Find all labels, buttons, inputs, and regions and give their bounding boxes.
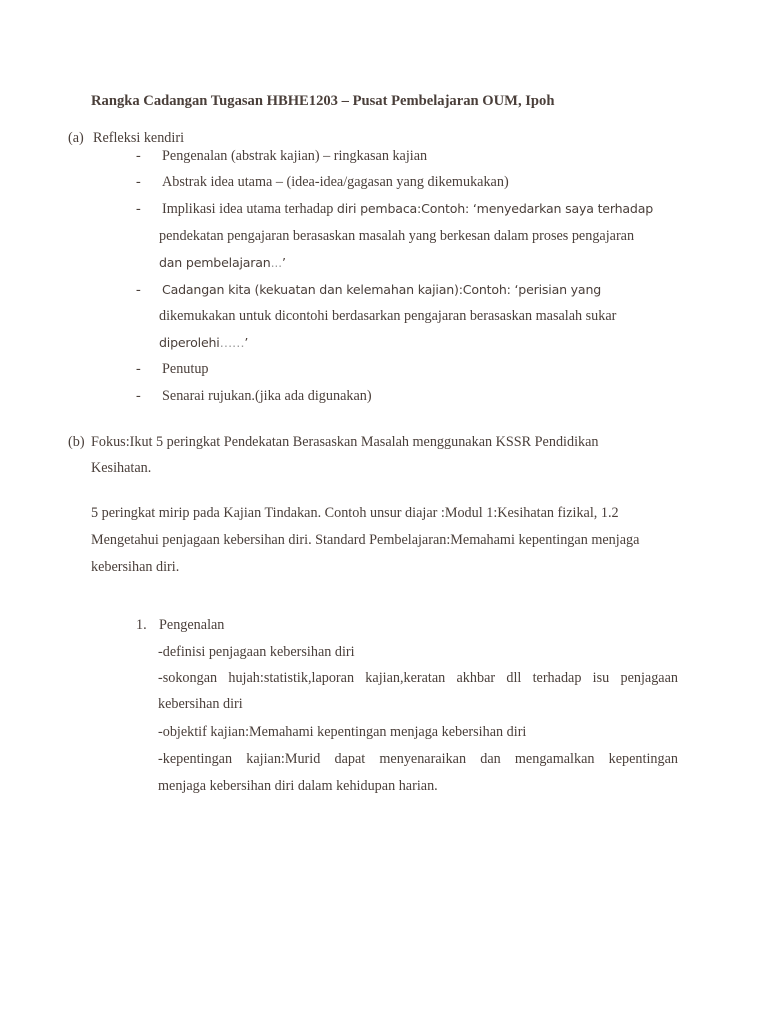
numbered-item-number: 1. bbox=[136, 617, 147, 633]
list-item-continuation bbox=[159, 250, 286, 277]
numbered-item-line: -definisi penjagaan kebersihan diri bbox=[158, 644, 355, 660]
closing-quote: ’ bbox=[244, 335, 249, 350]
document-title: Rangka Cadangan Tugasan HBHE1203 – Pusat Pembelajaran OUM, Ipoh bbox=[91, 93, 555, 109]
list-item-text: Implikasi idea utama terhadap bbox=[162, 201, 337, 217]
list-item-continuation: pendekatan pengajaran berasaskan masalah yang berkesan dalam proses pengajaran bbox=[159, 228, 635, 244]
list-item: Pengenalan (abstrak kajian) – ringkasan kajian bbox=[162, 148, 428, 164]
bullet-dash: - bbox=[136, 282, 141, 298]
section-a-marker: (a) bbox=[68, 130, 84, 146]
numbered-item-line: -kepentingan kajian:Murid dapat menyenaraikan dan mengamalkan kepentingan bbox=[158, 751, 678, 767]
list-item-text-sans: diri pembaca:Contoh: ‘menyedarkan saya terhadap bbox=[336, 201, 654, 216]
bullet-dash: - bbox=[136, 174, 141, 190]
list-item-text: dan pembelajaran bbox=[159, 255, 271, 270]
closing-quote: ’ bbox=[281, 255, 286, 270]
bullet-dash: - bbox=[136, 388, 141, 404]
paragraph-line: kebersihan diri. bbox=[91, 559, 180, 575]
numbered-item-heading: Pengenalan bbox=[159, 617, 225, 633]
list-item: Penutup bbox=[162, 361, 209, 377]
numbered-item-line: menjaga kebersihan diri dalam kehidupan harian. bbox=[158, 778, 438, 794]
ellipsis: ... bbox=[270, 255, 282, 270]
section-b-line: Kesihatan. bbox=[91, 460, 152, 476]
section-b-marker: (b) bbox=[68, 434, 85, 450]
list-item-continuation bbox=[159, 330, 248, 357]
section-a-heading: Refleksi kendiri bbox=[93, 130, 185, 146]
numbered-item-line: -objektif kajian:Memahami kepentingan menjaga kebersihan diri bbox=[158, 724, 527, 740]
numbered-item-line: -sokongan hujah:statistik,laporan kajian,keratan akhbar dll terhadap isu penjagaan bbox=[158, 670, 678, 686]
paragraph-line: Mengetahui penjagaan kebersihan diri. Standard Pembelajaran:Memahami kepentingan menjaga bbox=[91, 532, 640, 548]
bullet-dash: - bbox=[136, 201, 141, 217]
ellipsis: …… bbox=[219, 335, 245, 350]
list-item-continuation: dikemukakan untuk dicontohi berdasarkan pengajaran berasaskan masalah sukar bbox=[159, 308, 617, 324]
list-item-text: diperolehi bbox=[159, 335, 220, 350]
list-item bbox=[162, 196, 653, 223]
bullet-dash: - bbox=[136, 361, 141, 377]
list-item: Senarai rujukan.(jika ada digunakan) bbox=[162, 388, 372, 404]
numbered-item-line: kebersihan diri bbox=[158, 696, 243, 712]
list-item: Abstrak idea utama – (idea-idea/gagasan yang dikemukakan) bbox=[162, 174, 509, 190]
paragraph-line: 5 peringkat mirip pada Kajian Tindakan. Contoh unsur diajar :Modul 1:Kesihatan fizikal, 1.2 bbox=[91, 505, 619, 521]
bullet-dash: - bbox=[136, 148, 141, 164]
list-item: Cadangan kita (kekuatan dan kelemahan kajian):Contoh: ‘perisian yang bbox=[162, 282, 602, 297]
section-b-line: Fokus:Ikut 5 peringkat Pendekatan Berasaskan Masalah menggunakan KSSR Pendidikan bbox=[91, 434, 599, 450]
